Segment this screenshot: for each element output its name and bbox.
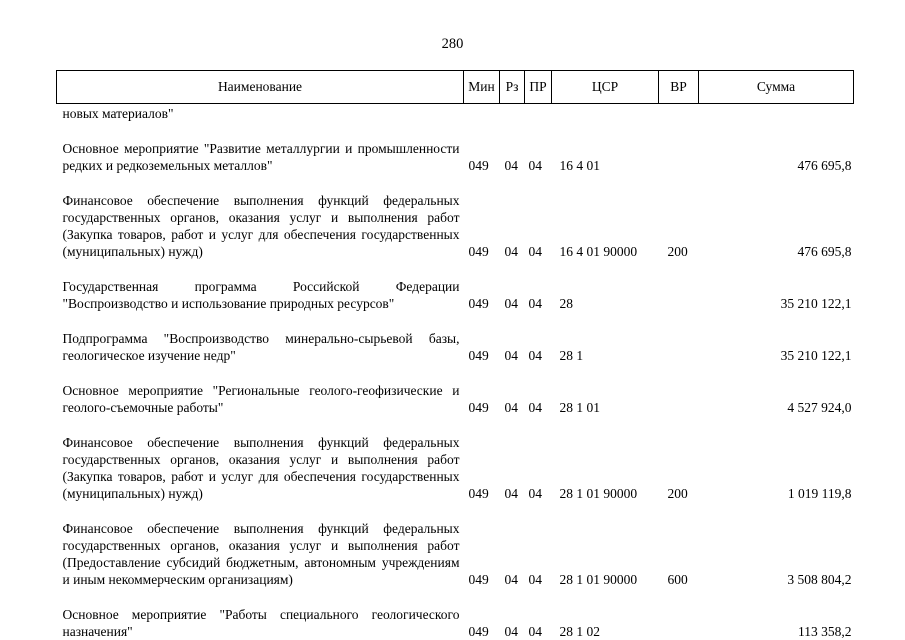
- header-name: Наименование: [57, 71, 464, 104]
- row-min: 049: [468, 244, 489, 259]
- row-csr: 28 1 01: [559, 400, 600, 415]
- row-sum: 3 508 804,2: [787, 572, 852, 587]
- header-sum: Сумма: [699, 71, 854, 104]
- row-rz: 04: [504, 486, 518, 501]
- row-rz: 04: [504, 400, 518, 415]
- row-vr: 200: [667, 244, 688, 259]
- row-sum: 476 695,8: [797, 158, 852, 173]
- table-row: [57, 260, 854, 312]
- header-csr: ЦСР: [552, 71, 659, 104]
- table-row: [57, 502, 854, 588]
- row-name: Основное мероприятие "Работы специального геологического назначения": [62, 607, 460, 639]
- page-number: 280: [441, 36, 464, 52]
- row-csr: 16 4 01 90000: [559, 244, 638, 259]
- row-name: Основное мероприятие "Развитие металлургии и промышленности редких и редкоземельных металлов": [62, 141, 460, 173]
- row-pr: 04: [528, 348, 542, 363]
- row-csr: 28 1 01 90000: [559, 486, 638, 501]
- row-name: Финансовое обеспечение выполнения функций федеральных государственных органов, оказания услуг и выполнения работ (Закупка товаров, работ и услуг для обеспечения государственных (муниципальных) нужд): [62, 193, 460, 259]
- header-vr: ВР: [659, 71, 699, 104]
- row-sum: 1 019 119,8: [787, 486, 852, 501]
- row-name: Финансовое обеспечение выполнения функций федеральных государственных органов, оказания услуг и выполнения работ (Закупка товаров, работ и услуг для обеспечения государственных (муниципальных) нужд): [62, 435, 460, 501]
- row-vr: [659, 364, 699, 416]
- table-row: [57, 122, 854, 174]
- row-vr: [659, 312, 699, 364]
- row-pr: 04: [528, 486, 542, 501]
- header-min: Мин: [464, 71, 500, 104]
- row-pr: 04: [528, 572, 542, 587]
- row-min: 049: [468, 486, 489, 501]
- continuation-text: новых материалов": [62, 106, 174, 121]
- row-vr: 200: [667, 486, 688, 501]
- row-name: Основное мероприятие "Региональные геолого-геофизические и геолого-съемочные работы": [62, 383, 460, 415]
- row-vr: [659, 122, 699, 174]
- row-csr: 28 1 02: [559, 624, 600, 639]
- row-name: Государственная программа Российской Федерации "Воспроизводство и использование природных ресурсов": [62, 279, 460, 311]
- table-body: [57, 104, 854, 640]
- row-min: 049: [468, 572, 489, 587]
- row-min: 049: [468, 624, 489, 639]
- budget-table: [56, 70, 854, 640]
- row-sum: 4 527 924,0: [787, 400, 852, 415]
- row-vr: 600: [667, 572, 688, 587]
- row-csr: 28 1: [559, 348, 584, 363]
- row-csr: 28 1 01 90000: [559, 572, 638, 587]
- table-row: [57, 364, 854, 416]
- row-pr: 04: [528, 624, 542, 639]
- row-min: 049: [468, 296, 489, 311]
- row-vr: [659, 588, 699, 640]
- row-min: 049: [468, 158, 489, 173]
- continuation-row: [57, 104, 854, 123]
- row-min: 049: [468, 348, 489, 363]
- row-min: 049: [468, 400, 489, 415]
- row-csr: 28: [559, 296, 573, 311]
- row-sum: 35 210 122,1: [780, 296, 852, 311]
- row-sum: 35 210 122,1: [780, 348, 852, 363]
- row-sum: 476 695,8: [797, 244, 852, 259]
- row-rz: 04: [504, 296, 518, 311]
- table-row: [57, 312, 854, 364]
- row-pr: 04: [528, 158, 542, 173]
- row-csr: 16 4 01: [559, 158, 600, 173]
- table-row: [57, 174, 854, 260]
- row-pr: 04: [528, 400, 542, 415]
- header-pr: ПР: [525, 71, 552, 104]
- row-rz: 04: [504, 158, 518, 173]
- header-rz: Рз: [500, 71, 525, 104]
- table-row: [57, 416, 854, 502]
- row-name: Подпрограмма "Воспроизводство минерально-сырьевой базы, геологическое изучение недр": [62, 331, 460, 363]
- row-name: Финансовое обеспечение выполнения функций федеральных государственных органов, оказания услуг и выполнения работ (Предоставление субсидий бюджетным, автономным учреждениям и иным некоммерческим организациям): [62, 521, 460, 587]
- table-row: [57, 588, 854, 640]
- row-vr: [659, 260, 699, 312]
- table-header: [57, 71, 854, 104]
- row-pr: 04: [528, 244, 542, 259]
- row-rz: 04: [504, 572, 518, 587]
- row-pr: 04: [528, 296, 542, 311]
- row-sum: 113 358,2: [798, 624, 852, 639]
- header-row: [57, 71, 854, 104]
- row-rz: 04: [504, 624, 518, 639]
- row-rz: 04: [504, 244, 518, 259]
- row-rz: 04: [504, 348, 518, 363]
